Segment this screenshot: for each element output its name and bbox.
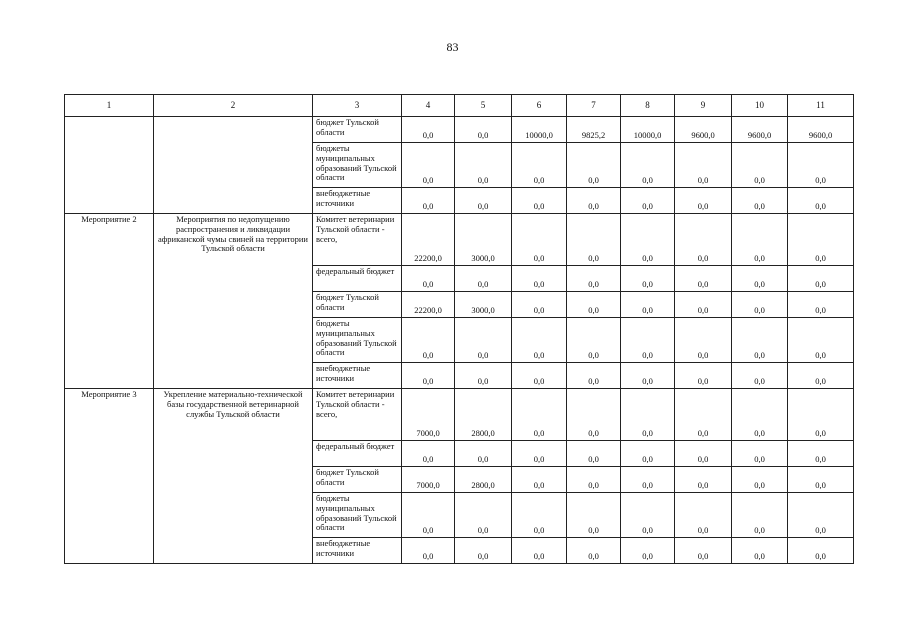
value-cell: 0,0: [621, 363, 675, 389]
value-cell: 0,0: [621, 538, 675, 564]
value-cell: 0,0: [455, 318, 512, 363]
value-cell: 0,0: [512, 467, 567, 493]
value-cell: 0,0: [402, 188, 455, 214]
value-cell: 0,0: [675, 389, 732, 441]
value-cell: 22200,0: [402, 214, 455, 266]
value-cell: 0,0: [567, 143, 621, 188]
value-cell: 0,0: [788, 389, 854, 441]
value-cell: 0,0: [788, 538, 854, 564]
value-cell: 0,0: [567, 292, 621, 318]
funding-source-cell: внебюджетные источники: [313, 188, 402, 214]
value-cell: 0,0: [788, 493, 854, 538]
value-cell: 0,0: [455, 143, 512, 188]
column-header-5: 5: [455, 95, 512, 117]
value-cell: 9600,0: [675, 117, 732, 143]
value-cell: 0,0: [402, 266, 455, 292]
value-cell: 2800,0: [455, 389, 512, 441]
column-header-1: 1: [65, 95, 154, 117]
value-cell: 0,0: [732, 214, 788, 266]
value-cell: 0,0: [675, 538, 732, 564]
value-cell: 0,0: [732, 266, 788, 292]
value-cell: 0,0: [455, 363, 512, 389]
value-cell: 0,0: [621, 143, 675, 188]
value-cell: 0,0: [455, 538, 512, 564]
value-cell: 0,0: [455, 441, 512, 467]
value-cell: 0,0: [675, 143, 732, 188]
column-header-3: 3: [313, 95, 402, 117]
funding-source-cell: федеральный бюджет: [313, 441, 402, 467]
value-cell: 0,0: [512, 143, 567, 188]
value-cell: 0,0: [732, 467, 788, 493]
value-cell: 0,0: [675, 188, 732, 214]
value-cell: 22200,0: [402, 292, 455, 318]
value-cell: 0,0: [788, 363, 854, 389]
value-cell: 0,0: [512, 318, 567, 363]
column-header-6: 6: [512, 95, 567, 117]
value-cell: 0,0: [512, 363, 567, 389]
table-row: [65, 389, 854, 441]
value-cell: 0,0: [567, 214, 621, 266]
value-cell: 0,0: [455, 266, 512, 292]
value-cell: 0,0: [567, 318, 621, 363]
value-cell: 10000,0: [512, 117, 567, 143]
value-cell: 0,0: [621, 292, 675, 318]
value-cell: 0,0: [512, 493, 567, 538]
column-header-11: 11: [788, 95, 854, 117]
value-cell: 0,0: [621, 266, 675, 292]
value-cell: 0,0: [675, 441, 732, 467]
column-header-7: 7: [567, 95, 621, 117]
value-cell: 0,0: [788, 266, 854, 292]
table-row: [65, 117, 854, 143]
value-cell: 0,0: [675, 214, 732, 266]
measure-label-cell: Мероприятие 2: [65, 214, 154, 389]
funding-source-cell: бюджеты муниципальных образований Тульской области: [313, 493, 402, 538]
value-cell: 10000,0: [621, 117, 675, 143]
table-header-row: [65, 95, 854, 117]
value-cell: 0,0: [621, 467, 675, 493]
measure-label-cell: Мероприятие 3: [65, 389, 154, 564]
value-cell: 0,0: [512, 292, 567, 318]
value-cell: 0,0: [788, 318, 854, 363]
value-cell: 0,0: [567, 538, 621, 564]
column-header-10: 10: [732, 95, 788, 117]
value-cell: 0,0: [567, 363, 621, 389]
column-header-9: 9: [675, 95, 732, 117]
value-cell: 0,0: [675, 363, 732, 389]
value-cell: 0,0: [732, 188, 788, 214]
value-cell: 0,0: [788, 143, 854, 188]
value-cell: 0,0: [732, 318, 788, 363]
value-cell: 0,0: [732, 538, 788, 564]
value-cell: 0,0: [512, 538, 567, 564]
value-cell: 0,0: [732, 389, 788, 441]
value-cell: 0,0: [675, 318, 732, 363]
page-number: 83: [446, 40, 459, 54]
funding-source-cell: Комитет ветеринарии Тульской области - всего,: [313, 214, 402, 266]
value-cell: 0,0: [455, 188, 512, 214]
column-header-2: 2: [154, 95, 313, 117]
value-cell: 0,0: [621, 389, 675, 441]
measure-label-cell: [65, 117, 154, 214]
funding-source-cell: бюджет Тульской области: [313, 117, 402, 143]
value-cell: 0,0: [512, 188, 567, 214]
funding-source-cell: бюджеты муниципальных образований Тульской области: [313, 318, 402, 363]
value-cell: 0,0: [402, 318, 455, 363]
funding-source-cell: Комитет ветеринарии Тульской области - всего,: [313, 389, 402, 441]
value-cell: 0,0: [512, 389, 567, 441]
value-cell: 0,0: [621, 318, 675, 363]
funding-source-cell: бюджет Тульской области: [313, 292, 402, 318]
funding-source-cell: федеральный бюджет: [313, 266, 402, 292]
funding-source-cell: бюджет Тульской области: [313, 467, 402, 493]
value-cell: 0,0: [621, 441, 675, 467]
funding-source-cell: бюджеты муниципальных образований Тульской области: [313, 143, 402, 188]
value-cell: 0,0: [675, 292, 732, 318]
value-cell: 0,0: [402, 143, 455, 188]
value-cell: 0,0: [732, 363, 788, 389]
column-header-4: 4: [402, 95, 455, 117]
value-cell: 0,0: [567, 266, 621, 292]
value-cell: 0,0: [567, 188, 621, 214]
measure-description-cell: [154, 117, 313, 214]
value-cell: 0,0: [567, 441, 621, 467]
measure-description-cell: Укрепление материально-технической базы государственной ветеринарной службы Тульской области: [154, 389, 313, 564]
value-cell: 0,0: [402, 493, 455, 538]
value-cell: 3000,0: [455, 292, 512, 318]
value-cell: 0,0: [402, 441, 455, 467]
value-cell: 9825,2: [567, 117, 621, 143]
value-cell: 0,0: [512, 266, 567, 292]
value-cell: 0,0: [567, 467, 621, 493]
value-cell: 0,0: [732, 441, 788, 467]
value-cell: 0,0: [402, 117, 455, 143]
budget-table: [64, 94, 854, 564]
value-cell: 0,0: [732, 493, 788, 538]
measure-description-cell: Мероприятия по недопущению распространения и ликвидации африканской чумы свиней на территории Тульской области: [154, 214, 313, 389]
value-cell: 0,0: [788, 467, 854, 493]
value-cell: 0,0: [788, 188, 854, 214]
value-cell: 0,0: [675, 266, 732, 292]
value-cell: 0,0: [788, 214, 854, 266]
value-cell: 9600,0: [788, 117, 854, 143]
table-row: [65, 214, 854, 266]
funding-source-cell: внебюджетные источники: [313, 363, 402, 389]
value-cell: 0,0: [732, 143, 788, 188]
value-cell: 0,0: [621, 493, 675, 538]
value-cell: 0,0: [567, 389, 621, 441]
funding-source-cell: внебюджетные источники: [313, 538, 402, 564]
value-cell: 0,0: [675, 467, 732, 493]
value-cell: 0,0: [788, 292, 854, 318]
value-cell: 0,0: [788, 441, 854, 467]
value-cell: 7000,0: [402, 467, 455, 493]
value-cell: 0,0: [732, 292, 788, 318]
value-cell: 7000,0: [402, 389, 455, 441]
value-cell: 0,0: [402, 363, 455, 389]
value-cell: 3000,0: [455, 214, 512, 266]
value-cell: 0,0: [567, 493, 621, 538]
value-cell: 0,0: [675, 493, 732, 538]
value-cell: 9600,0: [732, 117, 788, 143]
value-cell: 0,0: [621, 188, 675, 214]
value-cell: 0,0: [621, 214, 675, 266]
value-cell: 0,0: [512, 441, 567, 467]
column-header-8: 8: [621, 95, 675, 117]
value-cell: 0,0: [455, 117, 512, 143]
value-cell: 2800,0: [455, 467, 512, 493]
value-cell: 0,0: [455, 493, 512, 538]
value-cell: 0,0: [402, 538, 455, 564]
value-cell: 0,0: [512, 214, 567, 266]
